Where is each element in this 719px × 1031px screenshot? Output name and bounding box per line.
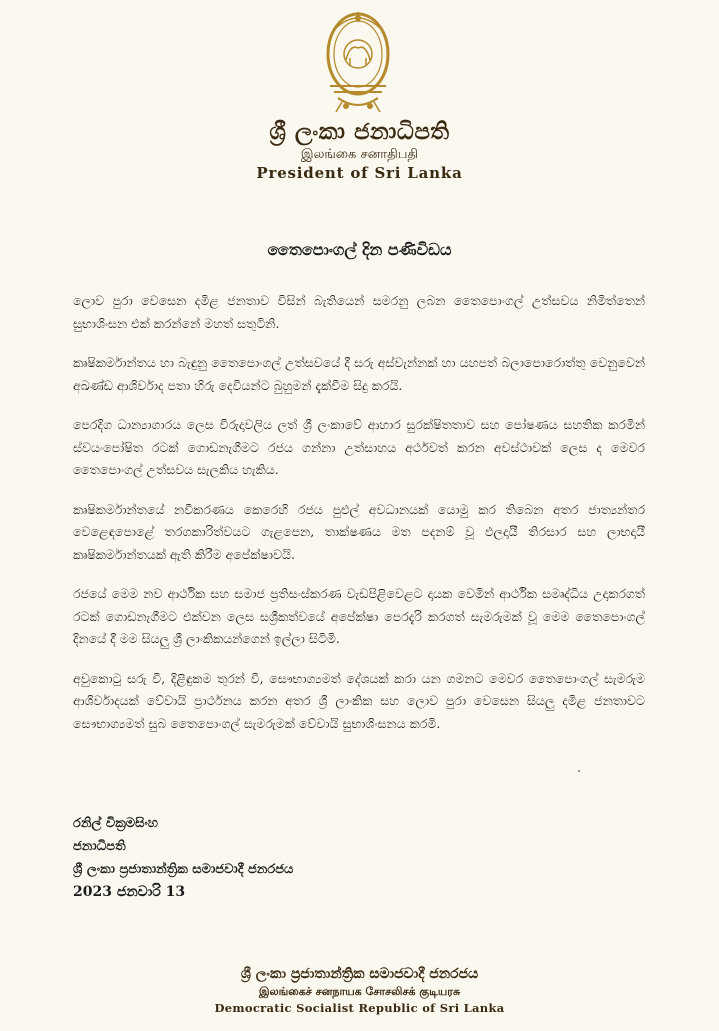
header-english: President of Sri Lanka	[256, 164, 463, 182]
page-mark	[578, 770, 580, 772]
document-date: 2023 ජනවාරි 13	[73, 884, 186, 900]
signatory-name: රනිල් වික්‍රමසිංහ	[73, 816, 158, 831]
paragraph-2: කෘෂිකර්මාන්තය හා බැඳුනු තෛපොංගල් උත්සවයේ දී සරු අස්වැන්නක් හා යහපත් බලාපොරොත්තු වෙනුවෙන් අඛණ්ඩ ආශිර්වාද පතා හිරු දෙවියන්ට බුහුමන් දැක්වීම සිදු කරයි.	[73, 355, 645, 393]
document-title: තෛපොංගල් දින පණිවිඩය	[267, 240, 452, 259]
paragraph-1: ලොව පුරා වෙසෙන දමිළ ජනතාව විසින් බැතියෙන් සමරනු ලබන තෛපොංගල් උත්සවය නිමිත්තෙන් සුභාශිංසන එක් කරන්නේ මහත් සතුටිනි.	[73, 293, 645, 331]
paragraph-5: රජයේ මෙම නව ආර්ථික සහ සමාජ ප්‍රතිසංස්කරණ වැඩපිළිවෙළට දායක වෙමින් ආර්ථික සමෘද්ධිය උදාකරගත් රටක් ගොඩනැගීමට එක්වන ලෙස සශ්‍රීකත්වයේ අපේක්ෂා පෙරදැරි කරගත් සැමරුමක් වූ මෙම තෛපොංගල් දිනයේ දී මම සියලු ශ්‍රී ලාංකිකයන්ගෙන් ඉල්ලා සිටිමි.	[73, 586, 645, 646]
signature-block	[73, 812, 293, 881]
footer-tamil: இலங்கைச் சனநாயக சோசலிசக் குடியரசு	[258, 985, 461, 998]
signatory-role: ජනාධිපති	[73, 839, 126, 854]
paragraph-3: පෙරදිග ධාන්‍යාගාරය ලෙස විරුදාවලිය ලත් ශ්‍රී ලංකාවේ ආහාර සුරක්ෂිතතාව සහ පෝෂණය සහතික කරමින් ස්වයංපෝෂිත රටක් ගොඩනැගීමට රජය ගන්නා උත්සාහය අර්ථවත් කරන අවස්ථාවක් ලෙස ද මෙවර තෛපොංගල් උත්සවය සැලකිය හැකිය.	[73, 417, 645, 477]
sri-lanka-emblem-icon	[316, 8, 400, 116]
header-tamil: இலங்கை சனாதிபதி	[300, 147, 419, 162]
footer-sinhala: ශ්‍රී ලංකා ප්‍රජාතාන්ත්‍රික සමාජවාදී ජනරජය	[240, 966, 479, 982]
header-sinhala: ශ්‍රී ලංකා ජනාධිපති	[269, 118, 450, 145]
paragraph-6: අවුකොටු සරු වී, දිළිඳුකම තුරන් වී, සෞභාග්‍යමත් දේශයක් කරා යන ගමනට මෙවර තෛපොංගල් සැමරුම ආශිර්වාදයක් වේවායි ප්‍රාර්ථනය කරන අතර ශ්‍රී ලාංකික සහ ලොව පුරා වෙසෙන සියලු දමිළ ජනතාවට සෞභාග්‍යමත් සුබ තෛපොංගල් සැමරුමක් වේවායි සුභාශිංසනය කරමි.	[73, 670, 645, 731]
footer-english: Democratic Socialist Republic of Sri Lanka	[214, 1001, 505, 1015]
signatory-state: ශ්‍රී ලංකා ප්‍රජාතාන්ත්‍රික සමාජවාදී ජනරජය	[73, 862, 294, 877]
message-body	[73, 290, 645, 752]
paragraph-4: කෘෂිකර්මාන්තයේ නවීකරණය කෙරෙහි රජය පුළුල් අවධානයක් යොමු කර තිබෙන අතර ජාත්‍යන්තර වෙළෙඳපොළේ තරගකාරිත්වයට ගැළපෙන, තාක්ෂණය මත පදනම් වූ ඵලදායී තිරසාර සහ ලාභදායී කෘෂිකර්මාන්තයක් ඇති කිරීම අපේක්ෂාවයි.	[73, 501, 645, 562]
